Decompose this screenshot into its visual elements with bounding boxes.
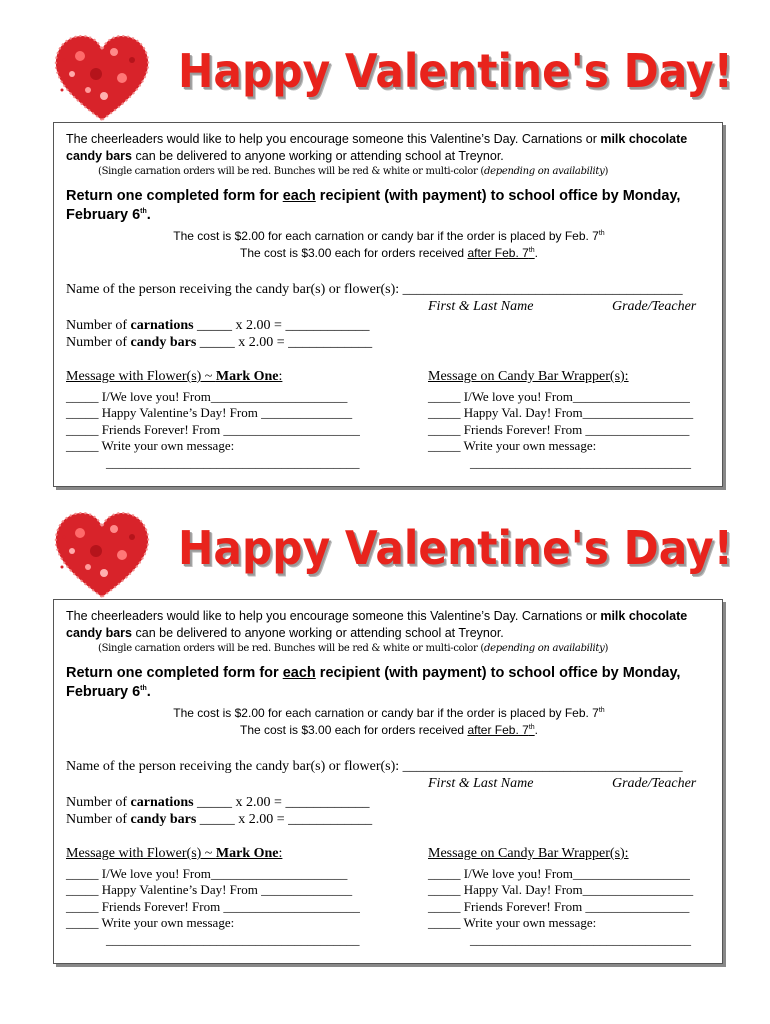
heart-icon <box>52 507 152 603</box>
order-form-2 <box>0 477 770 967</box>
candy-count-field[interactable]: Number of candy bars _____ x 2.00 = ____________ <box>66 812 373 827</box>
heart-icon <box>52 30 152 126</box>
recipient-name-field[interactable]: Name of the person receiving the candy bar(s) or flower(s): ________________________________________ <box>66 282 683 297</box>
intro-text: The cheerleaders would like to help you encourage someone this Valentine’s Day. Carnations or milk chocolate candy bars can be delivered to anyone working or attending school at Treynor. <box>66 132 688 163</box>
candy-option-valentine[interactable]: _____ Happy Val. Day! From_________________ <box>428 882 694 898</box>
return-notice: Return one completed form for each recipient (with payment) to school office by Monday, February 6th. <box>66 665 681 700</box>
carnations-count-field[interactable]: Number of carnations _____ x 2.00 = ____________ <box>66 795 370 810</box>
order-box <box>53 122 723 487</box>
order-form-1 <box>0 0 770 490</box>
flower-message-options <box>66 369 360 472</box>
candy-message-heading: Message on Candy Bar Wrapper(s): <box>428 369 629 384</box>
recipient-name-field[interactable]: Name of the person receiving the candy bar(s) or flower(s): ________________________________________ <box>66 759 683 774</box>
flower-option-valentine[interactable]: _____ Happy Valentine’s Day! From ______________ <box>66 882 353 898</box>
candy-option-custom[interactable]: _____ Write your own message: <box>428 915 597 931</box>
return-notice: Return one completed form for each recipient (with payment) to school office by Monday, February 6th. <box>66 188 681 223</box>
intro-text: The cheerleaders would like to help you encourage someone this Valentine’s Day. Carnations or milk chocolate candy bars can be delivered to anyone working or attending school at Treynor. <box>66 609 688 640</box>
page-title: Happy Valentine's Day! <box>178 44 733 98</box>
hint-grade: Grade/Teacher <box>612 776 697 791</box>
cost-line-1: The cost is $2.00 for each carnation or candy bar if the order is placed by Feb. 7th <box>173 706 605 720</box>
flower-message-heading: Message with Flower(s) ~ Mark One: <box>66 369 283 384</box>
hint-name: First & Last Name <box>428 299 534 314</box>
candy-count-field[interactable]: Number of candy bars _____ x 2.00 = ____________ <box>66 335 373 350</box>
cost-line-2: The cost is $3.00 each for orders received after Feb. 7th. <box>239 246 538 260</box>
candy-custom-message-field[interactable]: __________________________________ <box>470 454 691 470</box>
flower-option-valentine[interactable]: _____ Happy Valentine’s Day! From ______________ <box>66 405 353 421</box>
flower-option-love[interactable]: _____ I/We love you! From_____________________ <box>66 865 348 881</box>
small-note: (Single carnation orders will be red. Bunches will be red & white or multi-color (depending on availability) <box>98 166 609 177</box>
candy-custom-message-field[interactable]: __________________________________ <box>470 931 691 947</box>
flower-option-friends[interactable]: _____ Friends Forever! From _____________________ <box>66 898 360 914</box>
candy-option-friends[interactable]: _____ Friends Forever! From ________________ <box>428 421 690 437</box>
cost-line-2: The cost is $3.00 each for orders received after Feb. 7th. <box>239 723 538 737</box>
candy-message-options <box>428 369 693 472</box>
candy-message-options <box>428 846 693 949</box>
flower-message-options <box>66 846 360 949</box>
candy-option-custom[interactable]: _____ Write your own message: <box>428 438 597 454</box>
candy-option-friends[interactable]: _____ Friends Forever! From ________________ <box>428 898 690 914</box>
page-title: Happy Valentine's Day! <box>178 521 733 575</box>
flower-custom-message-field[interactable]: _______________________________________ <box>106 931 360 947</box>
candy-option-love[interactable]: _____ I/We love you! From__________________ <box>428 865 690 881</box>
candy-option-valentine[interactable]: _____ Happy Val. Day! From_________________ <box>428 405 694 421</box>
cost-line-1: The cost is $2.00 for each carnation or candy bar if the order is placed by Feb. 7th <box>173 229 605 243</box>
candy-option-love[interactable]: _____ I/We love you! From__________________ <box>428 388 690 404</box>
flower-message-heading: Message with Flower(s) ~ Mark One: <box>66 846 283 861</box>
flower-option-custom[interactable]: _____ Write your own message: <box>66 915 235 931</box>
hint-grade: Grade/Teacher <box>612 299 697 314</box>
small-note: (Single carnation orders will be red. Bunches will be red & white or multi-color (depending on availability) <box>98 643 609 654</box>
candy-message-heading: Message on Candy Bar Wrapper(s): <box>428 846 629 861</box>
carnations-count-field[interactable]: Number of carnations _____ x 2.00 = ____________ <box>66 318 370 333</box>
flower-option-friends[interactable]: _____ Friends Forever! From _____________________ <box>66 421 360 437</box>
flower-option-love[interactable]: _____ I/We love you! From_____________________ <box>66 388 348 404</box>
hint-name: First & Last Name <box>428 776 534 791</box>
flower-custom-message-field[interactable]: _______________________________________ <box>106 454 360 470</box>
order-box <box>53 599 723 964</box>
flower-option-custom[interactable]: _____ Write your own message: <box>66 438 235 454</box>
